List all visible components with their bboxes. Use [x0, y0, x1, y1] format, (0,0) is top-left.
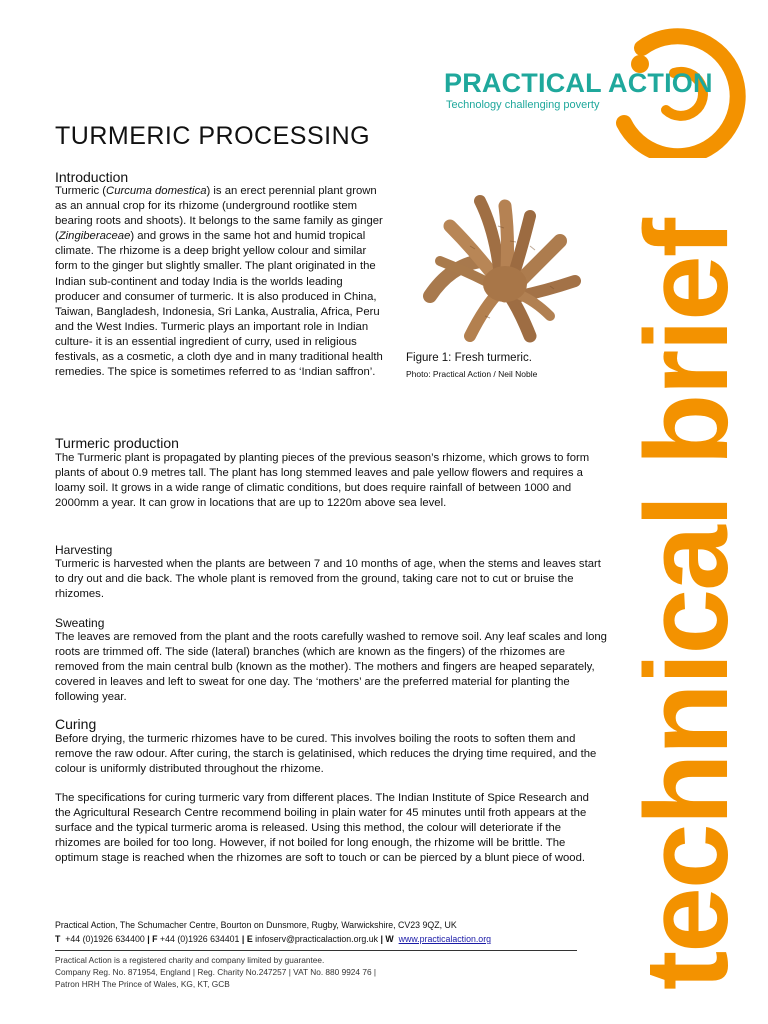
figure-caption: Figure 1: Fresh turmeric.	[406, 352, 532, 364]
intro-paragraph: Turmeric (Curcuma domestica) is an erect perennial plant grown as an annual crop for its rhizome (underground rootlike stem bearing roots and shoots). It belongs to the same family as ginger (Zingiberaceae) and grows in the same hot and humid tropical climate. The rhizome is a deep bright yellow colour and similar form to the ginger but slightly smaller. The plant originated in the Indian sub-continent and today India is the worlds leading producer and consumer of turmeric. It is also produced in China, Taiwan, Bangladesh, Indonesia, Sri Lanka, Australia, Africa, Peru and the West Indies. Turmeric plays an important role in Indian culture- it is an essential ingredient of curry, used in religious festivals, as a cosmetic, a cloth dye and in many traditional health remedies. The spice is sometimes referred to as ‘Indian saffron’.	[55, 185, 383, 379]
brand-tagline: Technology challenging poverty	[446, 99, 600, 111]
footer-patron-line: Patron HRH The Prince of Wales, KG, KT, GCB	[55, 979, 230, 989]
production-heading: Turmeric production	[55, 435, 179, 451]
page-title: TURMERIC PROCESSING	[55, 122, 371, 150]
production-paragraph: The Turmeric plant is propagated by planting pieces of the previous season’s rhizome, which grows to form plants of about 0.9 metres tall. The plant has long stemmed leaves and pale yellow flowers and requires a loamy soil. It grows in a wide range of climatic conditions, but does require rainfall of between 1000 and 2000mm a year. It can grow in locations that are up to 1220m above sea level.	[55, 452, 590, 510]
footer-website-link[interactable]: www.practicalaction.org	[398, 934, 492, 944]
intro-heading: Introduction	[55, 169, 129, 185]
harvesting-heading: Harvesting	[55, 543, 113, 557]
footer-contact: T +44 (0)1926 634400 | F +44 (0)1926 634401 | E infoserv@practicalaction.org.uk | W www.practicalaction.org	[55, 934, 492, 944]
harvesting-paragraph: Turmeric is harvested when the plants are between 7 and 10 months of age, when the stems and leaves start to dry out and die back. The whole plant is removed from the ground, taking care not to cut or bruise the rhizomes.	[55, 558, 601, 601]
footer-divider	[55, 950, 577, 951]
sweating-paragraph: The leaves are removed from the plant and the roots carefully washed to remove soil. Any leaf scales and long roots are trimmed off. The side (lateral) branches (which are known as the fingers) of the rhizomes are removed from the main central bulb (known as the mother). The mothers and fingers are heaped separately, covered in leaves and left to sweat for one day. The ‘mothers’ are the preferred material for planting the following year.	[55, 631, 607, 704]
footer-address: Practical Action, The Schumacher Centre, Bourton on Dunsmore, Rugby, Warwickshire, CV23 9QZ, UK	[55, 920, 457, 930]
technical-brief-side-text: technical brief	[621, 219, 753, 990]
latin-family: Zingiberaceae	[58, 230, 131, 243]
latin-name: Curcuma domestica	[106, 185, 207, 197]
curing-heading: Curing	[55, 716, 97, 732]
sweating-heading: Sweating	[55, 616, 105, 630]
photo-credit: Photo: Practical Action / Neil Noble	[406, 369, 538, 379]
turmeric-photo	[410, 186, 600, 346]
footer-email: infoserv@practicalaction.org.uk	[255, 934, 379, 944]
footer-phone: +44 (0)1926 634400	[65, 934, 145, 944]
footer-fax: +44 (0)1926 634401	[159, 934, 240, 944]
curing-paragraph-2: The specifications for curing turmeric vary from different places. The Indian Institute of Spice Research and the Agricultural Research Centre recommend boiling in plain water for 45 minutes until froth appears at the surface and the typical turmeric aroma is released. Using this method, the colour will deteriorate if the rhizomes are boiled for too long. However, if not boiled for long enough, the rhizome will be brittle. The optimum stage is reached when the rhizomes are soft to touch or can be pierced by a blunt piece of wood.	[55, 792, 589, 865]
brand-name: PRACTICAL ACTION	[444, 68, 713, 98]
footer-registration-line: Company Reg. No. 871954, England | Reg. Charity No.247257 | VAT No. 880 9924 76 |	[55, 967, 377, 977]
curing-paragraph-1: Before drying, the turmeric rhizomes have to be cured. This involves boiling the roots to soften them and remove the raw odour. After curing, the starch is gelatinised, which reduces the drying time required, and the colour is uniformly distributed throughout the rhizome.	[55, 733, 597, 776]
footer-charity-line: Practical Action is a registered charity and company limited by guarantee.	[55, 955, 325, 965]
